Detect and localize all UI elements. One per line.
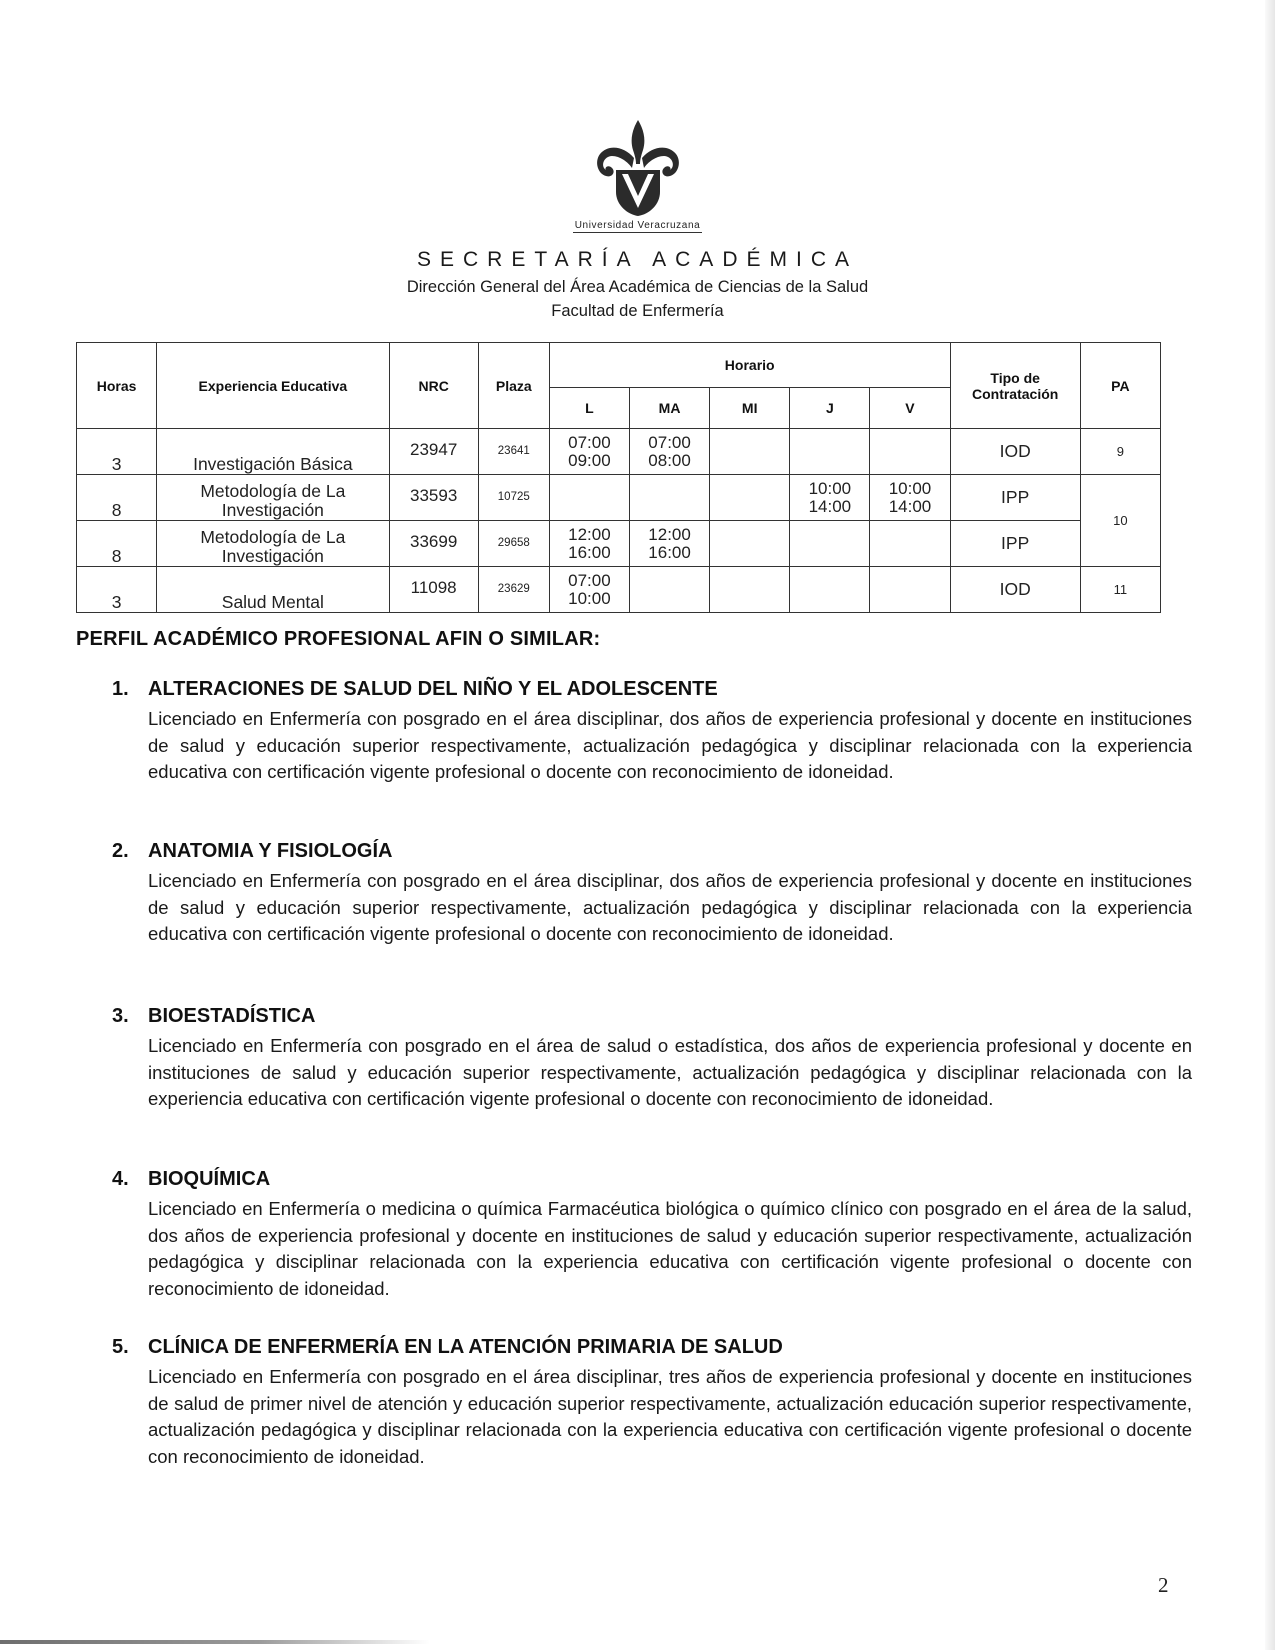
cell-tipo: IPP [950,475,1080,521]
schedule-table [76,342,1161,613]
cell-day-ma: 12:00 16:00 [629,521,709,567]
table-row [77,475,1161,521]
cell-day-v [870,567,950,613]
cell-day-l: 07:00 09:00 [549,429,629,475]
cell-horas: 3 [77,567,157,613]
cell-tipo: IOD [950,429,1080,475]
cell-tipo: IOD [950,567,1080,613]
cell-day-mi [710,475,790,521]
university-name: Universidad Veracruzana [574,220,701,231]
col-header-pa: PA [1080,343,1160,429]
cell-day-ma [629,475,709,521]
col-header-day-mi: MI [710,388,790,429]
section-number: 5. [112,1336,129,1358]
col-header-tipo: Tipo de Contratación [950,343,1080,429]
cell-plaza: 29658 [478,521,549,567]
col-header-horario: Horario [549,343,950,388]
cell-plaza: 23629 [478,567,549,613]
cell-day-mi [710,521,790,567]
cell-experiencia: Salud Mental [157,567,389,613]
table-row [77,429,1161,475]
section-title: ALTERACIONES DE SALUD DEL NIÑO Y EL ADOLESCENTE [148,678,718,700]
section-body: Licenciado en Enfermería con posgrado en el área disciplinar, tres años de experiencia profesional y docente en instituciones de salud de primer nivel de atención y educación superior respectivamente, actualización educación superior respectivamente, actualización pedagógica y disciplinar relacionada con la experiencia educativa con certificación vigente profesional o docente con reconocimiento de idoneidad. [148,1366,1192,1467]
cell-day-j [790,521,870,567]
section-title: BIOESTADÍSTICA [148,1005,316,1027]
cell-day-l [549,475,629,521]
cell-plaza: 10725 [478,475,549,521]
section-title: BIOQUÍMICA [148,1168,271,1190]
page-number: 2 [1158,1573,1169,1597]
cell-nrc: 33699 [389,521,478,567]
secretaria-heading: SECRETARÍA ACADÉMICA [416,248,858,271]
perfil-heading: PERFIL ACADÉMICO PROFESIONAL AFIN O SIMILAR: [76,628,601,650]
cell-plaza: 23641 [478,429,549,475]
cell-nrc: 23947 [389,429,478,475]
section-title: CLÍNICA DE ENFERMERÍA EN LA ATENCIÓN PRIMARIA DE SALUD [148,1336,783,1358]
cell-day-v: 10:00 14:00 [870,475,950,521]
cell-day-mi [710,567,790,613]
cell-day-l: 12:00 16:00 [549,521,629,567]
cell-day-mi [710,429,790,475]
section-body: Licenciado en Enfermería con posgrado en el área disciplinar, dos años de experiencia profesional y docente en instituciones de salud y educación superior respectivamente, actualización pedagógica y disciplinar relacionada con la experiencia educativa con certificación vigente profesional o docente con reconocimiento de idoneidad. [148,870,1192,944]
col-header-plaza: Plaza [478,343,549,429]
col-header-horas: Horas [77,343,157,429]
cell-pa: 10 [1080,475,1160,567]
table-header-row [77,343,1161,388]
section-number: 3. [112,1005,129,1027]
cell-nrc: 11098 [389,567,478,613]
cell-day-v [870,521,950,567]
cell-day-j [790,429,870,475]
cell-day-v [870,429,950,475]
col-header-day-v: V [870,388,950,429]
cell-pa: 11 [1080,567,1160,613]
section-body: Licenciado en Enfermería con posgrado en el área de salud o estadística, dos años de experiencia profesional y docente en instituciones de salud y educación superior respectivamente, actualización pedagógica y disciplinar relacionada con la experiencia educativa con certificación vigente profesional o docente con reconocimiento de idoneidad. [148,1035,1192,1109]
section-number: 2. [112,840,129,862]
cell-day-ma: 07:00 08:00 [629,429,709,475]
section-title: ANATOMIA Y FISIOLOGÍA [148,840,393,862]
scan-bottom-edge [0,1640,430,1644]
col-header-day-ma: MA [629,388,709,429]
cell-pa: 9 [1080,429,1160,475]
facultad-subheading: Facultad de Enfermería [551,302,724,320]
col-header-day-j: J [790,388,870,429]
cell-day-j [790,567,870,613]
table-row [77,567,1161,613]
col-header-experiencia: Experiencia Educativa [157,343,389,429]
cell-tipo: IPP [950,521,1080,567]
table-row [77,521,1161,567]
cell-experiencia: Investigación Básica [157,429,389,475]
cell-day-j: 10:00 14:00 [790,475,870,521]
cell-experiencia: Metodología de La Investigación [157,521,389,567]
cell-horas: 3 [77,429,157,475]
direccion-subheading: Dirección General del Área Académica de Ciencias de la Salud [406,278,869,296]
cell-horas: 8 [77,475,157,521]
col-header-nrc: NRC [389,343,478,429]
cell-experiencia: Metodología de La Investigación [157,475,389,521]
section-body: Licenciado en Enfermería o medicina o química Farmacéutica biológica o químico clínico con posgrado en el área de la salud, dos años de experiencia profesional y docente en instituciones de salud y educación superior respectivamente, actualización pedagógica y disciplinar relacionada con la experiencia educativa con certificación vigente profesional o docente con reconocimiento de idoneidad. [148,1198,1192,1299]
universidad-veracruzana-logo-icon [590,118,686,218]
cell-nrc: 33593 [389,475,478,521]
cell-day-l: 07:00 10:00 [549,567,629,613]
cell-horas: 8 [77,521,157,567]
col-header-day-l: L [549,388,629,429]
section-body: Licenciado en Enfermería con posgrado en el área disciplinar, dos años de experiencia profesional y docente en instituciones de salud y educación superior respectivamente, actualización pedagógica y disciplinar relacionada con la experiencia educativa con certificación vigente profesional o docente con reconocimiento de idoneidad. [148,708,1192,782]
section-number: 4. [112,1168,129,1190]
cell-day-ma [629,567,709,613]
section-number: 1. [112,678,129,700]
